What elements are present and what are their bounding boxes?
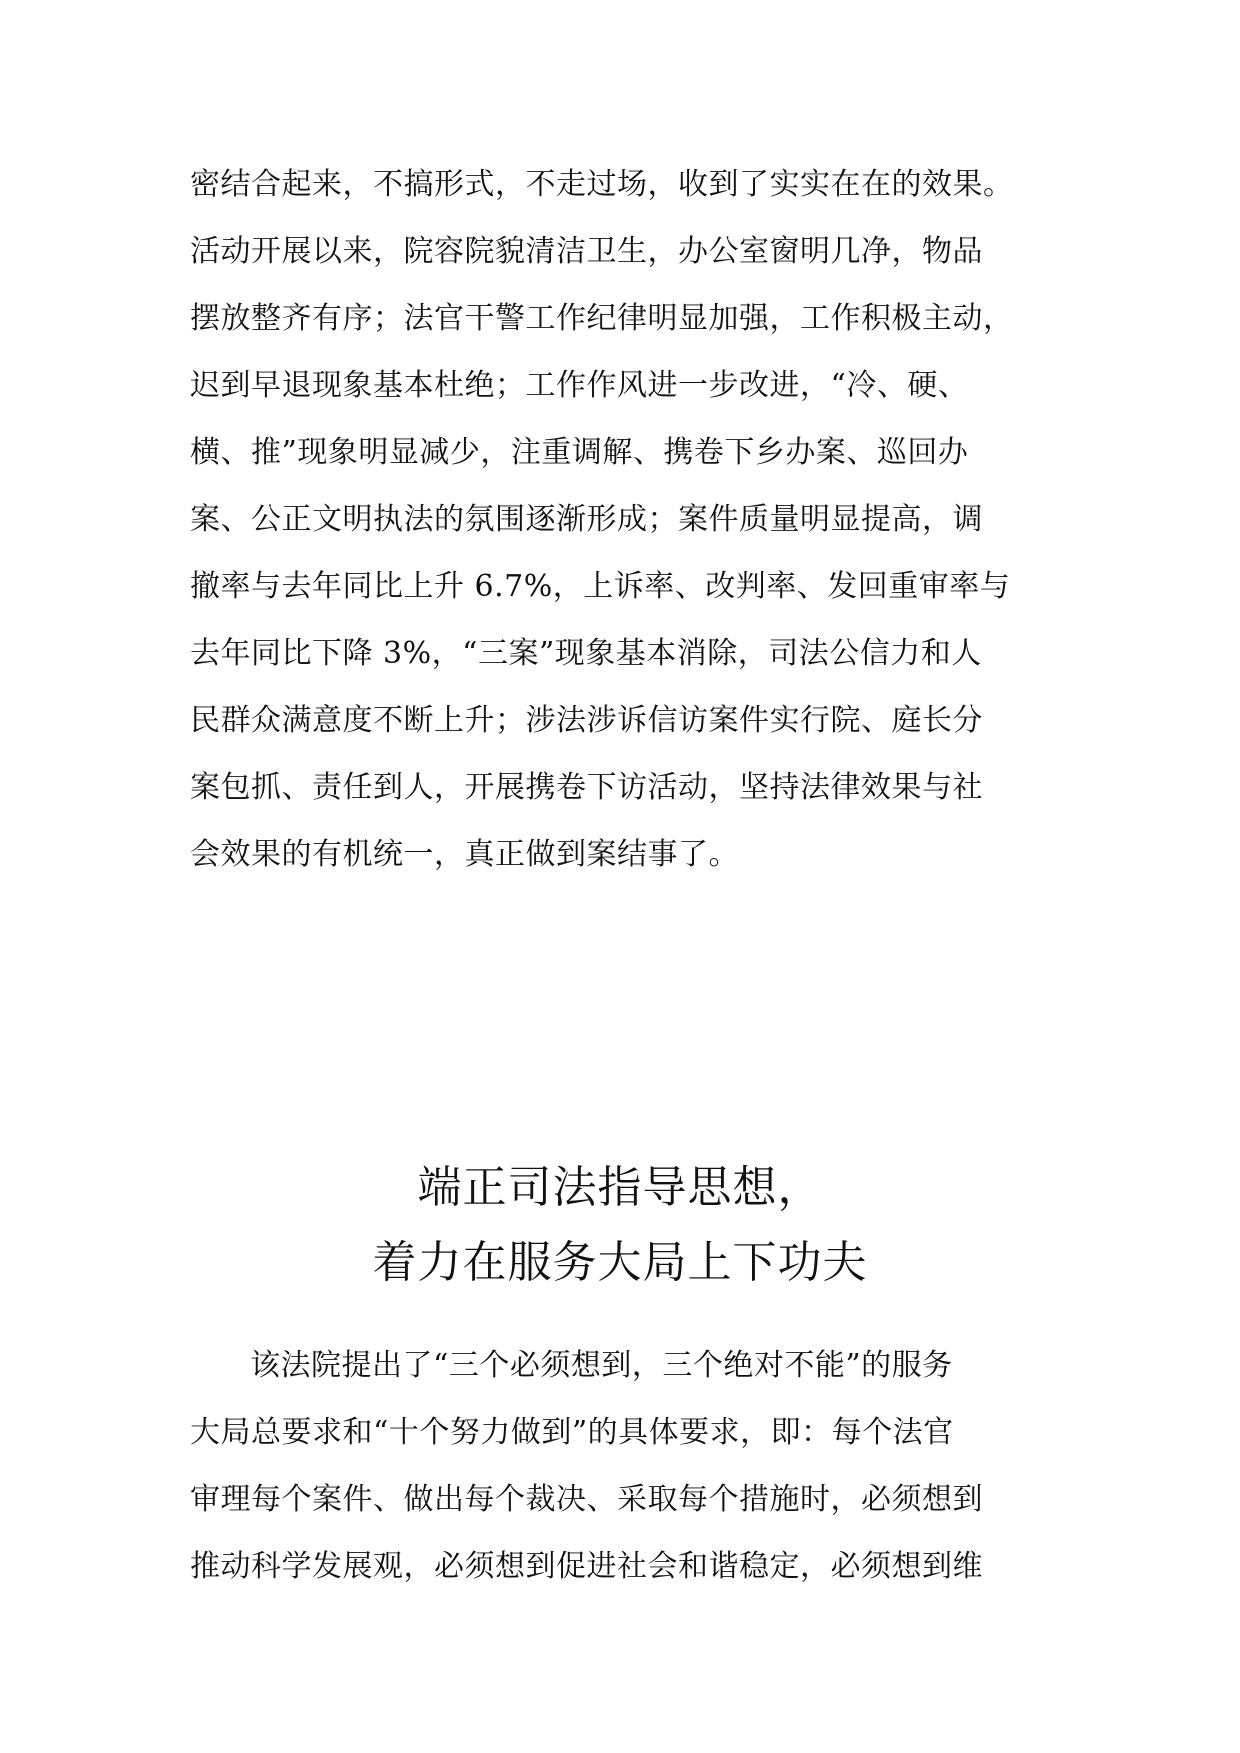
paragraph-1-line: 摆放整齐有序；法官干警工作纪律明显加强，工作积极主动， [190,301,1014,336]
paragraph-1-line: 民群众满意度不断上升；涉法涉诉信访案件实行院、庭长分 [190,703,983,738]
paragraph-1-line: 活动开展以来，院容院貌清洁卫生，办公室窗明几净，物品 [190,234,983,269]
paragraph-2-line: 该法院提出了“三个必须想到，三个绝对不能”的服务 [250,1348,953,1383]
paragraph-1-line: 密结合起来，不搞形式，不走过场，收到了实实在在的效果。 [190,167,1014,202]
section-heading-line-1: 端正司法指导思想， [417,1162,823,1213]
paragraph-1-line: 案、公正文明执法的氛围逐渐形成；案件质量明显提高，调 [190,502,983,537]
paragraph-2-line: 推动科学发展观，必须想到促进社会和谐稳定，必须想到维 [190,1549,983,1584]
paragraph-1-line: 案包抓、责任到人，开展携卷下访活动，坚持法律效果与社 [190,770,983,805]
paragraph-1-line: 会效果的有机统一，真正做到案结事了。 [190,837,739,872]
paragraph-1-line: 去年同比下降 3%，“三案”现象基本消除，司法公信力和人 [190,636,982,671]
paragraph-2-line: 审理每个案件、做出每个裁决、采取每个措施时，必须想到 [190,1482,983,1517]
paragraph-1-line: 迟到早退现象基本杜绝；工作作风进一步改进，“冷、硬、 [190,368,969,403]
paragraph-2-line: 大局总要求和“十个努力做到”的具体要求，即：每个法官 [190,1415,954,1450]
section-heading-line-2: 着力在服务大局上下功夫 [372,1237,868,1288]
paragraph-1-line: 撤率与去年同比上升 6.7%，上诉率、改判率、发回重审率与 [190,569,1011,604]
paragraph-1-line: 横、推”现象明显减少，注重调解、携卷下乡办案、巡回办 [190,435,969,470]
